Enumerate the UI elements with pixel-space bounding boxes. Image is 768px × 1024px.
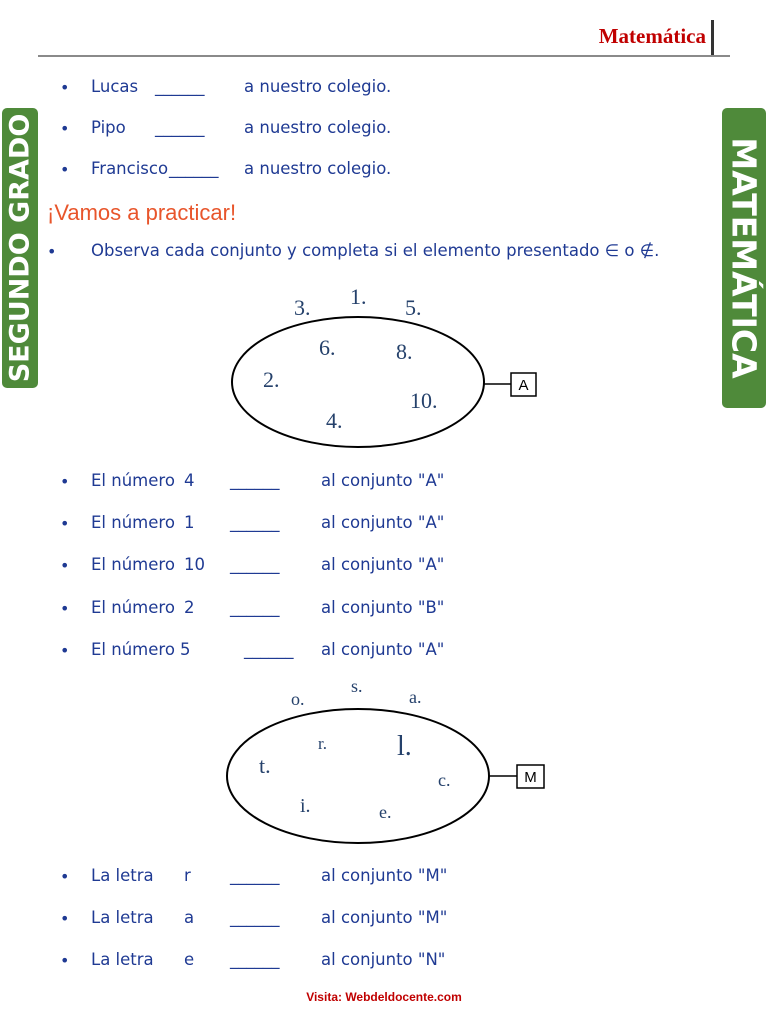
bullet-icon: •: [47, 242, 57, 261]
set-a-element: 8.: [396, 339, 413, 364]
question-suffix: al conjunto "A": [321, 640, 445, 659]
intro-name: Francisco: [91, 159, 169, 178]
intro-rest: a nuestro colegio.: [244, 77, 392, 96]
bullet-icon: •: [60, 514, 70, 533]
question-blank: ______: [230, 598, 280, 617]
question-blank: ______: [230, 513, 280, 532]
set-m-outside-element: o.: [291, 689, 305, 709]
question-suffix: al conjunto "B": [321, 598, 445, 617]
question-value: 10: [184, 555, 205, 574]
side-banner-left: [2, 108, 38, 388]
set-a-diagram: [220, 280, 550, 460]
footer-link[interactable]: Visita: Webdeldocente.com: [306, 990, 462, 1004]
side-banner-right: [722, 108, 766, 408]
bullet-icon: •: [60, 641, 70, 660]
set-a-element: 3.: [294, 295, 311, 320]
question-prefix: El número: [91, 640, 175, 659]
bullet-icon: •: [60, 599, 70, 618]
question-suffix: al conjunto "A": [321, 555, 445, 574]
header-divider: [711, 20, 714, 57]
bullet-icon: •: [60, 867, 70, 886]
intro-name: Lucas: [91, 77, 139, 96]
set-m-label: M: [524, 769, 537, 786]
set-m-outside-element: s.: [351, 676, 363, 696]
set-m-element: e.: [379, 802, 392, 822]
question-prefix: El número: [91, 598, 175, 617]
question-blank: ______: [230, 555, 280, 574]
set-m-element: t.: [259, 753, 271, 778]
question-suffix: al conjunto "M": [321, 866, 448, 885]
practice-title: ¡Vamos a practicar!: [47, 200, 237, 225]
set-m-diagram: [220, 672, 555, 852]
header-rule: [38, 55, 730, 57]
set-m-element: l.: [397, 731, 412, 762]
intro-rest: a nuestro colegio.: [244, 118, 392, 137]
bullet-icon: •: [60, 951, 70, 970]
side-banner-left-text: SEGUNDO GRADO: [4, 113, 36, 383]
page-header-title: Matemática: [598, 24, 706, 48]
question-suffix: al conjunto "N": [321, 950, 446, 969]
set-a-element: 1.: [350, 284, 367, 309]
question-value: 5: [180, 640, 191, 659]
set-m-element: i.: [300, 795, 311, 817]
question-value: e: [184, 950, 195, 969]
practice-instruction: Observa cada conjunto y completa si el elemento presentado ∈ o ∉.: [91, 241, 660, 260]
question-value: a: [184, 908, 195, 927]
question-blank: ______: [230, 471, 280, 490]
question-blank: ______: [230, 950, 280, 969]
intro-blank: ______: [155, 77, 205, 96]
bullet-icon: •: [60, 78, 70, 97]
question-blank: ______: [244, 640, 294, 659]
set-a-element: 10.: [410, 388, 438, 413]
question-prefix: El número: [91, 513, 175, 532]
set-m-outside-element: a.: [409, 687, 422, 707]
set-a-element: 6.: [319, 335, 336, 360]
set-a-element: 4.: [326, 408, 343, 433]
question-blank: ______: [230, 866, 280, 885]
question-value: r: [184, 866, 191, 885]
set-m-element: r.: [318, 734, 327, 753]
question-prefix: La letra: [91, 908, 154, 927]
set-a-element: 2.: [263, 367, 280, 392]
intro-rest: a nuestro colegio.: [244, 159, 392, 178]
question-blank: ______: [230, 908, 280, 927]
intro-name: Pipo: [91, 118, 126, 137]
question-suffix: al conjunto "A": [321, 471, 445, 490]
question-suffix: al conjunto "M": [321, 908, 448, 927]
set-a-element: 5.: [405, 295, 422, 320]
question-suffix: al conjunto "A": [321, 513, 445, 532]
bullet-icon: •: [60, 472, 70, 491]
set-a-label: A: [518, 377, 529, 394]
question-prefix: La letra: [91, 950, 154, 969]
question-prefix: La letra: [91, 866, 154, 885]
question-value: 1: [184, 513, 195, 532]
bullet-icon: •: [60, 909, 70, 928]
question-prefix: El número: [91, 471, 175, 490]
bullet-icon: •: [60, 556, 70, 575]
question-value: 4: [184, 471, 195, 490]
question-value: 2: [184, 598, 195, 617]
bullet-icon: •: [60, 119, 70, 138]
set-m-element: c.: [438, 770, 451, 790]
bullet-icon: •: [60, 160, 70, 179]
question-prefix: El número: [91, 555, 175, 574]
side-banner-right-text: MATEMÁTICA: [724, 137, 764, 379]
intro-blank: ______: [169, 159, 219, 178]
intro-blank: ______: [155, 118, 205, 137]
